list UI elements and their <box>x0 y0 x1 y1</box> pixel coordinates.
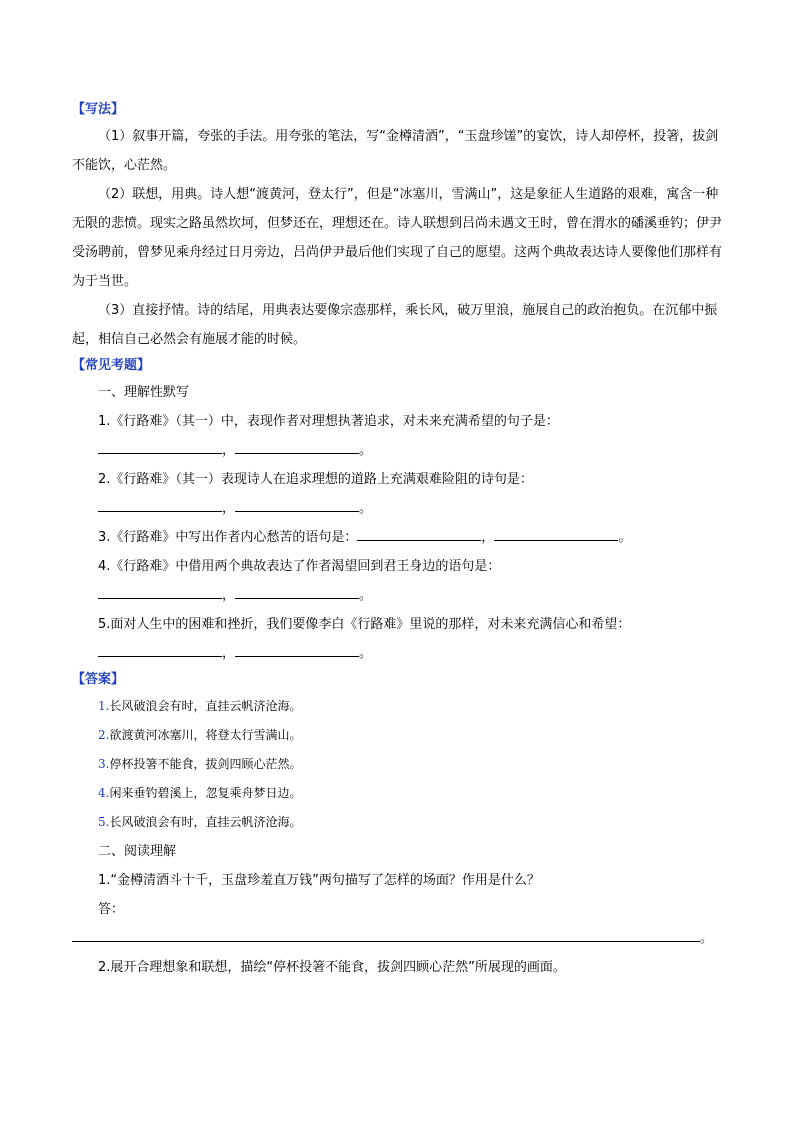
answer-item <box>72 721 722 750</box>
writing-paragraph-3: （3）直接抒情。诗的结尾，用典表达要像宗悫那样，乘长风，破万里浪，施展自己的政治抱负。在沉郁中振起，相信自己必然会有施展才能的时候。 <box>72 303 718 347</box>
blank-field[interactable] <box>72 927 700 942</box>
answer-number: 1. <box>98 699 110 713</box>
writing-paragraph-1: （1）叙事开篇，夸张的手法。用夸张的笔法，写“金樽清酒”，“玉盘珍馐”的宴饮，诗人却停杯，投箸，拔剑不能饮，心茫然。 <box>72 129 719 173</box>
answer-blanks-5 <box>72 639 722 668</box>
document-content <box>72 98 722 982</box>
answer-item <box>72 808 722 837</box>
blank-field[interactable] <box>494 526 618 541</box>
writing-heading: 【写法】 <box>72 102 125 117</box>
period: 。 <box>618 530 632 545</box>
answer-blanks-4 <box>72 581 722 610</box>
exam-heading: 【常见考题】 <box>72 358 151 373</box>
answer-number: 2. <box>98 728 110 742</box>
reading-question-2: 2.展开合理想象和联想，描绘“停杯投箸不能食，拔剑四顾心茫然”所展现的画面。 <box>98 960 566 975</box>
answers-heading: 【答案】 <box>72 672 125 687</box>
blank-field[interactable] <box>98 439 222 454</box>
comma: ， <box>222 443 236 458</box>
comma: ， <box>222 501 236 516</box>
blank-field[interactable] <box>98 642 222 657</box>
blank-field[interactable] <box>357 526 481 541</box>
section-1-title: 一、理解性默写 <box>98 385 190 400</box>
question-1: 1.《行路难》（其一）中，表现作者对理想执著追求，对未来充满希望的句子是： <box>98 414 559 429</box>
question-3 <box>72 523 722 552</box>
reading-question-1: 1.“金樽清酒斗十千，玉盘珍羞直万钱”两句描写了怎样的场面？作用是什么？ <box>98 873 540 888</box>
answer-label: 答： <box>98 902 125 917</box>
blank-field[interactable] <box>235 584 359 599</box>
comma: ， <box>222 588 236 603</box>
answer-blanks-1 <box>72 436 722 465</box>
answer-item <box>72 692 722 721</box>
answer-blanks-2 <box>72 494 722 523</box>
blank-field[interactable] <box>98 497 222 512</box>
writing-paragraph-2: （2）联想，用典。诗人想“渡黄河，登太行”，但是“冰塞川，雪满山”，这是象征人生道路的艰难，寓含一种无限的悲愤。现实之路虽然坎坷，但梦还在，理想还在。诗人联想到吕尚未遇文王时，曾在渭水的磻溪垂钓；伊尹受汤聘前，曾梦见乘舟经过日月旁边，吕尚伊尹最后他们实现了自己的愿望。这两个典故表达诗人要像他们那样有为于当世。 <box>72 187 723 289</box>
question-4: 4.《行路难》中借用两个典故表达了作者渴望回到君王身边的语句是： <box>98 559 501 574</box>
answer-text: 长风破浪会有时，直挂云帆济沧海。 <box>109 699 302 713</box>
answer-item <box>72 779 722 808</box>
answer-item <box>72 750 722 779</box>
period: 。 <box>359 646 373 661</box>
answer-number: 4. <box>98 786 110 800</box>
period: 。 <box>359 443 373 458</box>
answer-text: 长风破浪会有时，直挂云帆济沧海。 <box>109 815 302 829</box>
comma: ， <box>481 530 495 545</box>
answer-text: 闲来垂钓碧溪上，忽复乘舟梦日边。 <box>109 786 302 800</box>
answer-number: 5. <box>98 815 110 829</box>
section-2-title: 二、阅读理解 <box>98 844 177 859</box>
blank-field[interactable] <box>235 439 359 454</box>
answer-text: 停杯投箸不能食，拔剑四顾心茫然。 <box>109 757 302 771</box>
question-3-text: 3.《行路难》中写出作者内心愁苦的语句是： <box>98 530 358 545</box>
question-5: 5.面对人生中的困难和挫折，我们要像李白《行路难》里说的那样，对未来充满信心和希望： <box>98 617 631 632</box>
blank-field[interactable] <box>98 584 222 599</box>
blank-field[interactable] <box>235 642 359 657</box>
period: 。 <box>359 501 373 516</box>
period: 。 <box>700 931 714 946</box>
answer-text: 欲渡黄河冰塞川，将登太行雪满山。 <box>109 728 302 742</box>
answer-number: 3. <box>98 757 110 771</box>
blank-field[interactable] <box>235 497 359 512</box>
long-answer-line <box>72 924 722 953</box>
question-2: 2.《行路难》（其一）表现诗人在追求理想的道路上充满艰难险阻的诗句是： <box>98 472 533 487</box>
comma: ， <box>222 646 236 661</box>
period: 。 <box>359 588 373 603</box>
